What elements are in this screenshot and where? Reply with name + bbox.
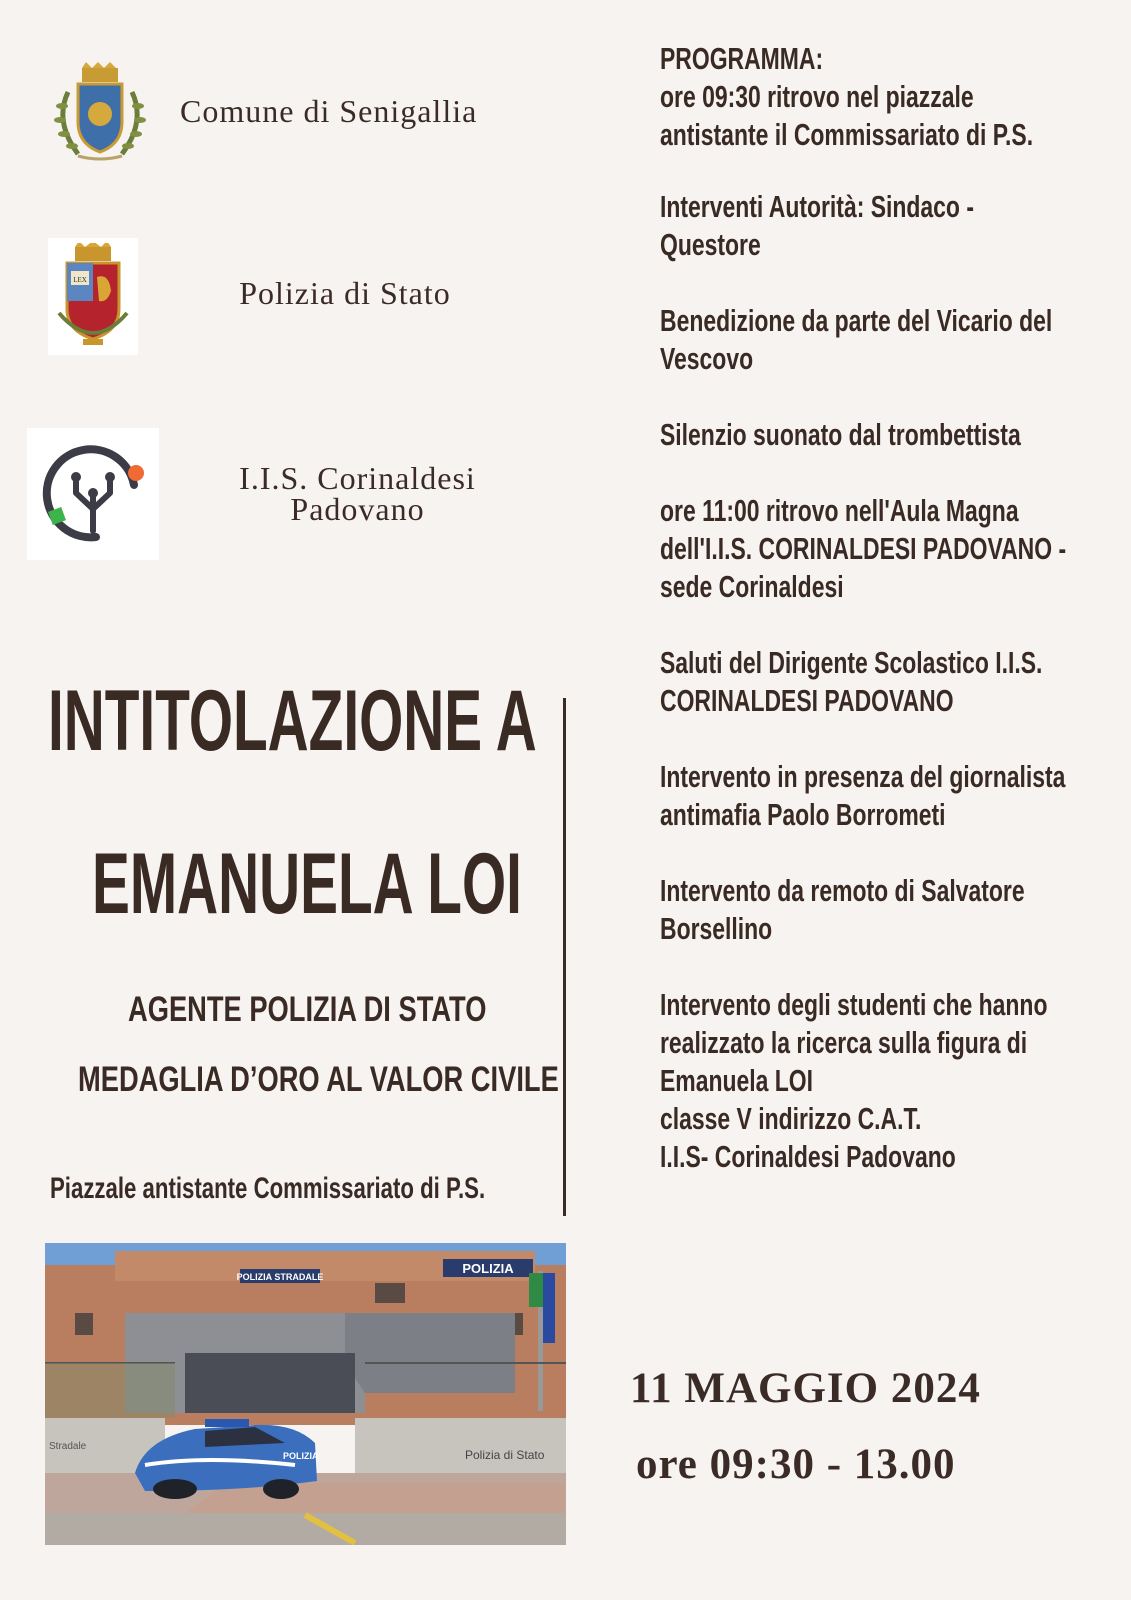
senigallia-crest-logo (48, 62, 152, 166)
polizia-crest-logo (48, 238, 138, 355)
location-text: Piazzale antistante Commissariato di P.S. (50, 1172, 486, 1205)
wall-text-polizia: Polizia di Stato (465, 1448, 545, 1462)
event-time: ore 09:30 - 13.00 (636, 1441, 956, 1488)
program-item-5: ore 11:00 ritrovo nell'Aula Magna dell'I.I.S. CORINALDESI PADOVANO - sede Corinaldesi (660, 493, 1067, 604)
program-list (660, 40, 1120, 1176)
school-tree-logo (27, 428, 159, 560)
program-item-6: Saluti del Dirigente Scolastico I.I.S. CORINALDESI PADOVANO (660, 645, 1043, 718)
org-name-senigallia: Comune di Senigallia (180, 93, 478, 129)
event-date: 11 MAGGIO 2024 (630, 1365, 981, 1412)
police-station-photo (45, 1243, 566, 1545)
sign-polizia-stradale: POLIZIA STRADALE (236, 1272, 324, 1282)
subtitle-medal (78, 1060, 694, 1100)
sign-polizia: POLIZIA (462, 1261, 514, 1276)
lex-text: LEX (73, 275, 87, 284)
org-name-polizia: Polizia di Stato (239, 275, 451, 311)
program-item-7: Intervento in presenza del giornalista antimafia Paolo Borrometi (660, 759, 1066, 832)
program-item-3: Benedizione da parte del Vicario del Vescovo (660, 303, 1053, 376)
car-label: POLIZIA (283, 1451, 319, 1461)
org-name-school-line1: I.I.S. Corinaldesi (239, 460, 476, 496)
location (50, 1172, 638, 1206)
program-item-2: Interventi Autorità: Sindaco - Questore (660, 189, 974, 262)
org-name-school-line2: Padovano (290, 491, 425, 527)
program-item-9: Intervento degli studenti che hanno realizzato la ricerca sulla figura di Emanuela LOI classe V indirizzo C.A.T. I.I.S- Corinaldesi Padovano (660, 987, 1048, 1174)
wall-text-stradale: Stradale (49, 1441, 87, 1452)
org-name-school (200, 460, 515, 527)
headline-line2: EMANUELA LOI (92, 836, 522, 932)
subtitle-agent (128, 990, 588, 1030)
vertical-divider (563, 698, 566, 1216)
program-item-1: PROGRAMMA: ore 09:30 ritrovo nel piazzale antistante il Commissariato di P.S. (660, 41, 1034, 152)
subtitle-agent-text: AGENTE POLIZIA DI STATO (128, 990, 487, 1029)
program-item-4: Silenzio suonato dal trombettista (660, 417, 1021, 452)
headline-line1: INTITOLAZIONE A (48, 673, 537, 769)
subtitle-medal-text: MEDAGLIA D’ORO AL VALOR CIVILE (78, 1060, 559, 1099)
program-item-8: Intervento da remoto di Salvatore Borsellino (660, 873, 1025, 946)
